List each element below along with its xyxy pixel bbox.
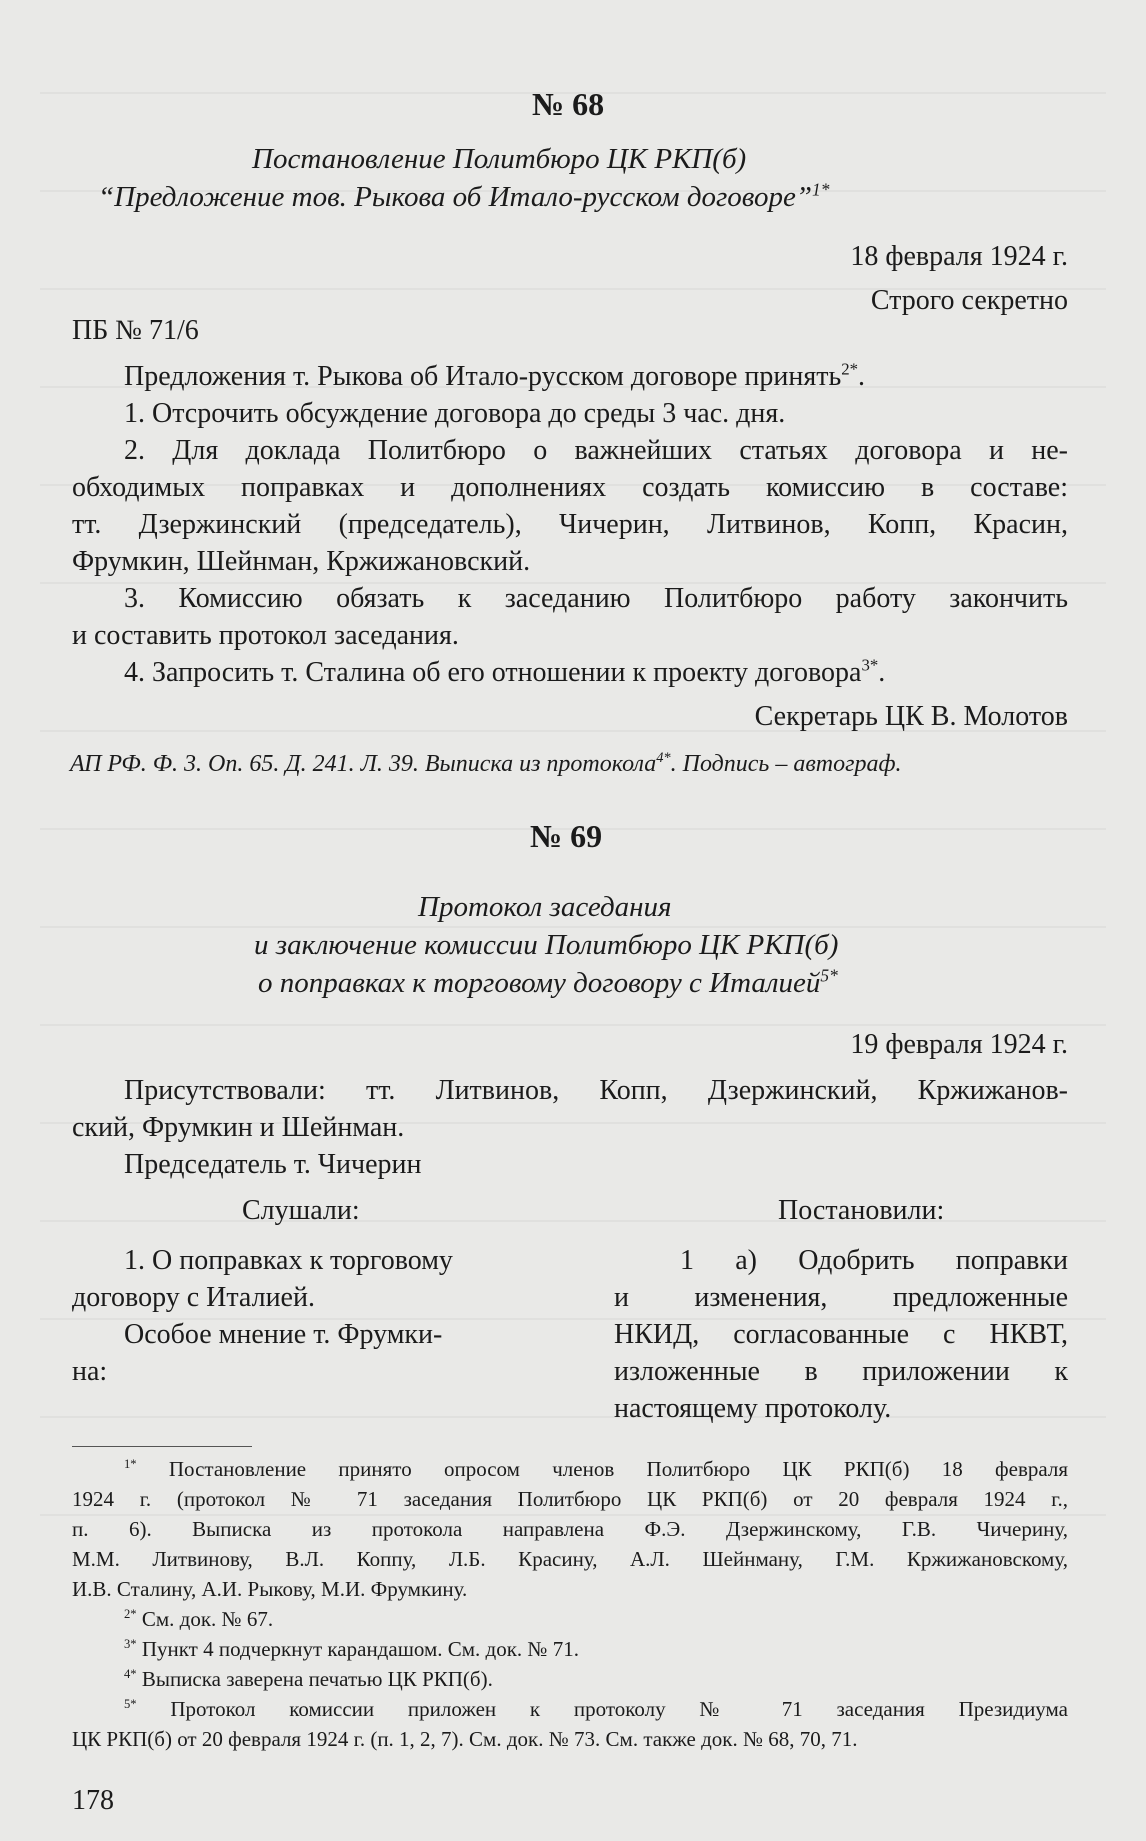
footnote-3: $^{3*}$ Пункт 4 подчеркнут карандашом. См. док. № 71.: [124, 1637, 579, 1661]
footnote-5-line-1: $^{5*}$ Протокол комиссии приложен к протоколу № 71 заседания Президиума: [124, 1697, 1068, 1721]
doc-69-title-line-1: Протокол заседания: [418, 891, 672, 923]
footnote-1-line-3: п. 6). Выписка из протокола направлена Ф.Э. Дзержинскому, Г.В. Чичерину,: [72, 1517, 1068, 1541]
footnote-4: $^{4*}$ Выписка заверена печатью ЦК РКП(б).: [124, 1667, 493, 1691]
doc-68-title-line-1: Постановление Политбюро ЦК РКП(б): [252, 143, 747, 175]
doc-68-signature: Секретарь ЦК В. Молотов: [754, 701, 1068, 732]
doc-69-title-line-3: о поправках к торговому договору с Италией$^{5*}$: [258, 965, 838, 999]
decided-line-1: 1 а) Одобрить поправки: [680, 1245, 1068, 1276]
decided-line-4: изложенные в приложении к: [614, 1356, 1068, 1387]
footnote-2: $^{2*}$ См. док. № 67.: [124, 1607, 274, 1631]
doc-68-secrecy-stamp: Строго секретно: [870, 285, 1068, 316]
footnote-1-line-1: $^{1*}$ Постановление принято опросом членов Политбюро ЦК РКП(б) 18 февраля: [124, 1457, 1069, 1481]
doc-68-item-1: 1. Отсрочить обсуждение договора до среды 3 час. дня.: [124, 398, 786, 429]
doc-69-chair: Председатель т. Чичерин: [124, 1149, 422, 1180]
decided-line-3: НКИД, согласованные с НКВТ,: [614, 1319, 1068, 1350]
doc-69-present-line-1: Присутствовали: тт. Литвинов, Копп, Дзержинский, Кржижанов-: [124, 1075, 1068, 1106]
doc-69-date: 19 февраля 1924 г.: [850, 1029, 1068, 1060]
heard-line-1: 1. О поправках к торговому: [124, 1245, 453, 1276]
decided-line-2: и изменения, предложенные: [614, 1282, 1068, 1313]
doc-68-item-2-line-1: 2. Для доклада Политбюро о важнейших статьях договора и не-: [124, 435, 1068, 466]
decided-column-header: Постановили:: [778, 1195, 945, 1226]
doc-68-title-line-2: “Предложение тов. Рыкова об Итало-русском договоре”$^{1*}$: [98, 179, 830, 213]
doc-69-title-line-2: и заключение комиссии Политбюро ЦК РКП(б): [254, 929, 839, 961]
footnote-1-line-2: 1924 г. (протокол № 71 заседания Политбюро ЦК РКП(б) от 20 февраля 1924 г.,: [72, 1487, 1068, 1511]
doc-68-pb-ref: ПБ № 71/6: [72, 315, 199, 346]
doc-69-present-line-2: ский, Фрумкин и Шейнман.: [72, 1112, 405, 1143]
doc-68-archival-source: АП РФ. Ф. 3. Оп. 65. Д. 241. Л. 39. Выписка из протокола$^{4*}$. Подпись – автограф.: [70, 750, 902, 777]
doc-68-item-2-line-2: обходимых поправках и дополнениях создать комиссию в составе:: [72, 472, 1068, 503]
footnote-1-line-4: М.М. Литвинову, В.Л. Коппу, Л.Б. Красину, А.Л. Шейнману, Г.М. Кржижановскому,: [72, 1547, 1068, 1571]
doc-68-item-3-line-1: 3. Комиссию обязать к заседанию Политбюро работу закончить: [124, 583, 1068, 614]
footnote-divider: [72, 1446, 252, 1447]
heard-line-3: Особое мнение т. Фрумки-: [124, 1319, 443, 1350]
doc-68-item-3-line-2: и составить протокол заседания.: [72, 620, 459, 651]
doc-68-date: 18 февраля 1924 г.: [850, 241, 1068, 272]
doc-68-item-2-line-3: тт. Дзержинский (председатель), Чичерин, Литвинов, Копп, Красин,: [72, 509, 1068, 540]
doc-68-number: № 68: [532, 86, 605, 122]
doc-69-number: № 69: [530, 818, 603, 854]
footnote-1-line-5: И.В. Сталину, А.И. Рыкову, М.И. Фрумкину.: [72, 1577, 468, 1601]
doc-68-item-4: 4. Запросить т. Сталина об его отношении к проекту договора$^{3*}$.: [124, 655, 886, 688]
heard-column-header: Слушали:: [242, 1195, 360, 1226]
heard-line-4: на:: [72, 1356, 108, 1387]
page-number: 178: [72, 1785, 114, 1816]
decided-line-5: настоящему протоколу.: [614, 1393, 892, 1424]
heard-line-2: договору с Италией.: [72, 1282, 315, 1313]
doc-68-item-2-line-4: Фрумкин, Шейнман, Кржижановский.: [72, 546, 531, 577]
footnote-5-line-2: ЦК РКП(б) от 20 февраля 1924 г. (п. 1, 2, 7). См. док. № 73. См. также док. № 68, 70, 71.: [72, 1727, 858, 1751]
doc-68-intro: Предложения т. Рыкова об Итало-русском договоре принять$^{2*}$.: [124, 359, 866, 392]
